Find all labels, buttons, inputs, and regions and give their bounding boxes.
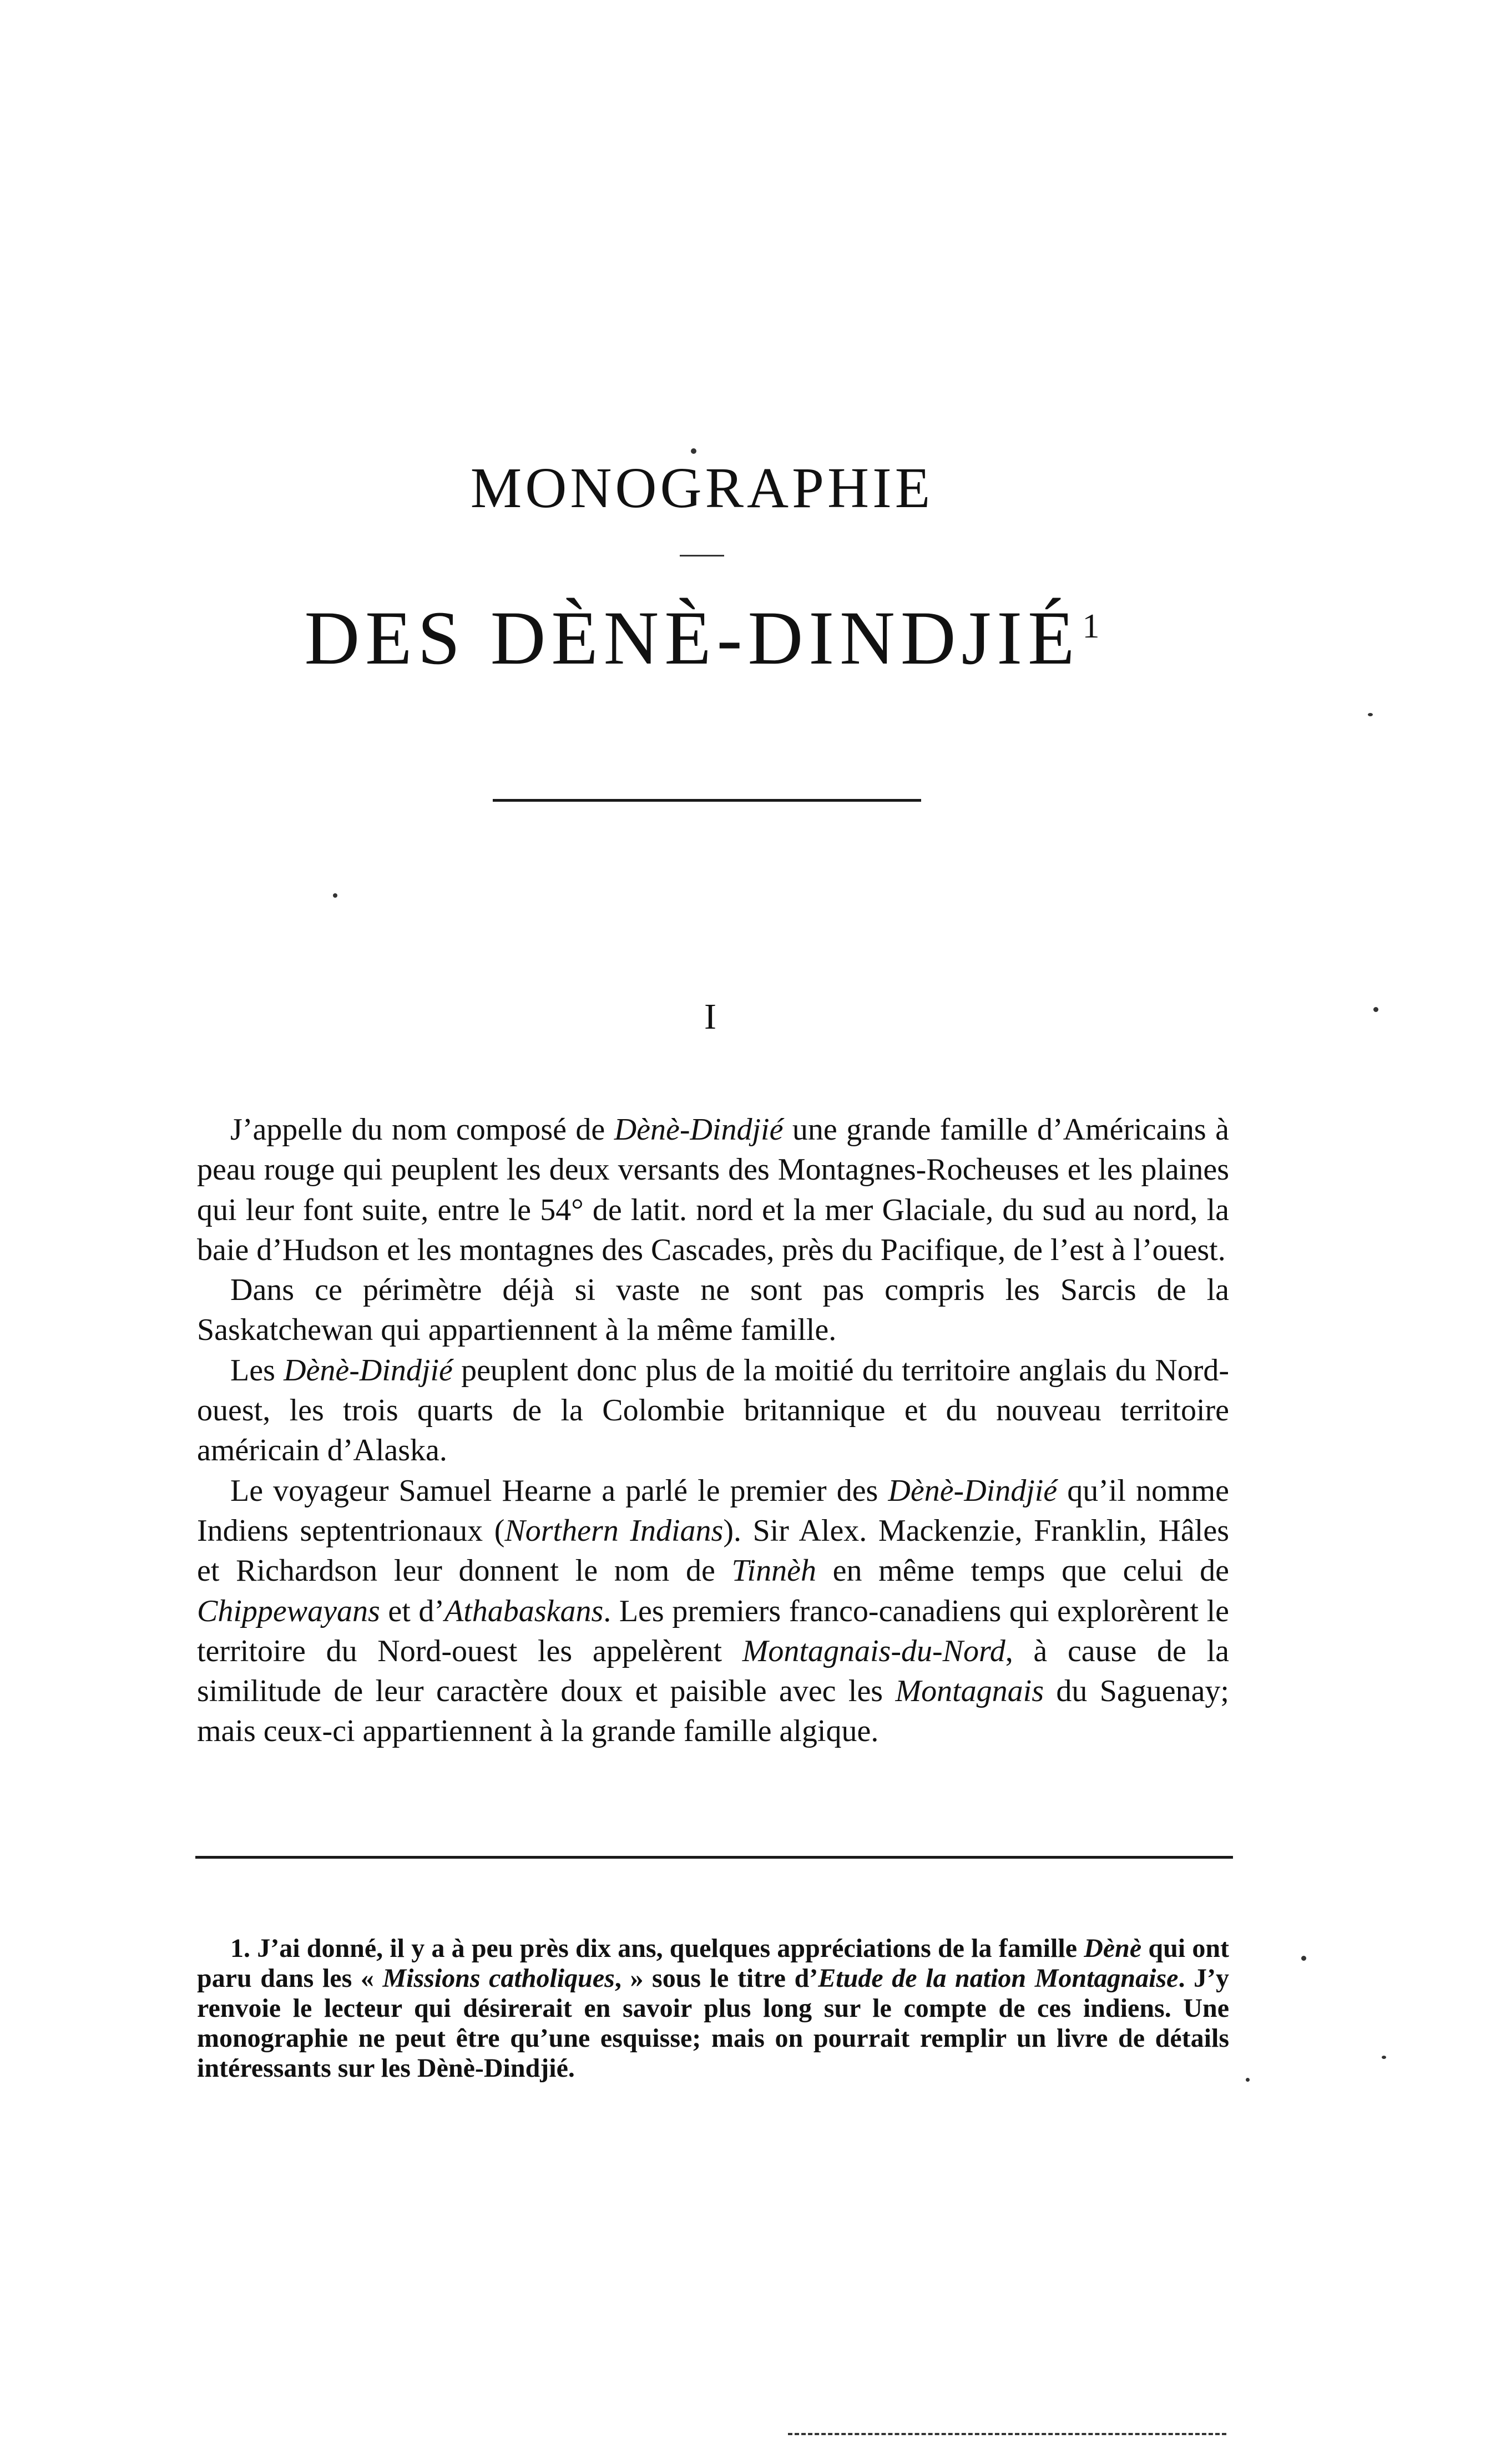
- bottom-dashed-rule: [788, 2433, 1226, 2435]
- section-number: I: [704, 996, 716, 1037]
- scan-speck: [1382, 2056, 1386, 2059]
- scan-speck: [1373, 1007, 1378, 1012]
- paragraph: [197, 1270, 1229, 1350]
- text-run: et d’: [380, 1593, 445, 1628]
- text-run: . J’y renvoie le lecteur qui désirerait en savoir plus long sur le compte de ces indiens. Une monographie ne peut être qu’une esquisse; mais on pourrait remplir un livre de détails intéressants sur les Dènè-Dindjié.: [197, 1964, 1230, 2083]
- scan-speck: [1246, 2078, 1250, 2082]
- italic-text-run: Missions catholiques: [382, 1964, 615, 1993]
- italic-text-run: Athabaskans: [444, 1593, 604, 1628]
- title-ornament-dash: [680, 555, 724, 556]
- title-monographie: MONOGRAPHIE: [470, 456, 934, 520]
- italic-text-run: Dènè-Dindjié: [614, 1112, 784, 1147]
- paragraph: [197, 1350, 1229, 1471]
- text-run: 1. J’ai donné, il y a à peu près dix ans, quelques appréciations de la famille: [230, 1934, 1084, 1963]
- title-rule: [493, 799, 921, 802]
- footnote-reference-marker: 1: [1082, 608, 1100, 645]
- text-run: J’appelle du nom composé de: [230, 1112, 614, 1147]
- body-text: [197, 1110, 1229, 1752]
- italic-text-run: Etude de la nation Montagnaise: [818, 1964, 1179, 1993]
- italic-text-run: Montagnais-du-Nord: [742, 1633, 1005, 1668]
- title-dene-dindjie-text: DES DÈNÈ-DINDJIÉ: [304, 595, 1080, 680]
- text-run: une grande famille d’Américains à peau rouge qui peuplent les deux versants des Montagnes-Rocheuses et les plaines qui leur font suite, entre le 54° de latit. nord et la mer Glaciale, du sud au nord, la baie d’Hudson et les montagnes des Cascades, près du Pacifique, de l’est à l’ouest.: [197, 1112, 1229, 1267]
- text-run: qu’il nomme Indiens septentrionaux (: [197, 1473, 1229, 1548]
- text-run: , » sous le titre d’: [614, 1964, 818, 1993]
- italic-text-run: Dènè-Dindjié: [888, 1473, 1058, 1508]
- footnote-text: [197, 1934, 1229, 2083]
- italic-text-run: Dènè-Dindjié: [284, 1353, 453, 1388]
- scan-speck: [1368, 713, 1373, 716]
- footnote: [197, 1934, 1229, 2083]
- scan-speck: [691, 448, 696, 454]
- paragraph: [197, 1471, 1229, 1752]
- scan-speck: [1301, 1956, 1306, 1961]
- scan-speck: [333, 893, 337, 898]
- italic-text-run: Northern Indians: [504, 1513, 724, 1548]
- text-run: ). Sir Alex. Mackenzie, Franklin, Hâles et Richardson leur donnent le nom de: [197, 1513, 1229, 1588]
- title-dene-dindjie: [0, 594, 1404, 682]
- text-run: . Les premiers franco-canadiens qui explorèrent le territoire du Nord-ouest les appelèrent: [197, 1593, 1230, 1668]
- text-run: Le voyageur Samuel Hearne a parlé le premier des: [230, 1473, 888, 1508]
- italic-text-run: Tinnèh: [731, 1554, 816, 1588]
- paragraph: [197, 1110, 1229, 1270]
- text-run: qui ont paru dans les «: [197, 1934, 1229, 1993]
- text-run: , à cause de la similitude de leur caractère doux et paisible avec les: [197, 1633, 1229, 1709]
- italic-text-run: Montagnais: [895, 1674, 1044, 1709]
- text-run: en même temps que celui de: [816, 1554, 1229, 1588]
- text-run: du Saguenay; mais ceux-ci appartiennent à la grande famille algique.: [197, 1674, 1229, 1749]
- italic-text-run: Dènè: [1084, 1934, 1142, 1963]
- italic-text-run: Chippewayans: [197, 1593, 380, 1628]
- text-run: Dans ce périmètre déjà si vaste ne sont pas compris les Sarcis de la Saskatchewan qui appartiennent à la même famille.: [197, 1273, 1229, 1348]
- text-run: peuplent donc plus de la moitié du territoire anglais du Nord-ouest, les trois quarts de la Colombie britannique et du nouveau territoire américain d’Alaska.: [197, 1353, 1229, 1468]
- footnote-separator-rule: [195, 1856, 1233, 1859]
- text-run: Les: [230, 1353, 284, 1388]
